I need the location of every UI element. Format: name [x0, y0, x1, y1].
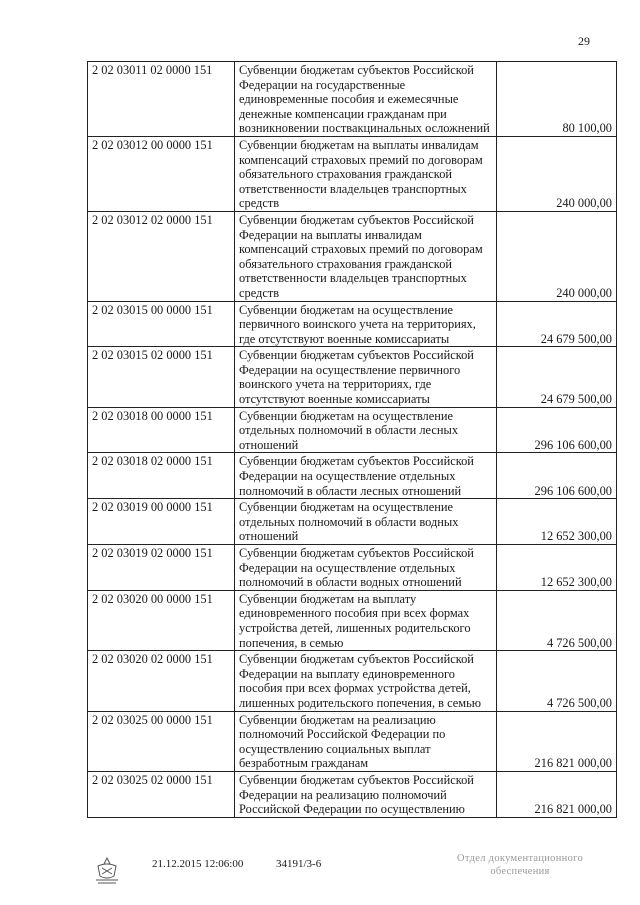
row-code: 2 02 03018 00 0000 151 — [88, 407, 235, 453]
table-row — [88, 301, 617, 347]
row-description: Субвенции бюджетам субъектов Российской Федерации на осуществление отдельных полномочий в области водных отношений — [235, 545, 497, 591]
row-amount: 24 679 500,00 — [497, 347, 617, 407]
row-amount: 80 100,00 — [497, 62, 617, 137]
table-row — [88, 499, 617, 545]
row-code: 2 02 03015 00 0000 151 — [88, 301, 235, 347]
department-stamp: Отдел документационного обеспечения — [456, 853, 584, 877]
table-row — [88, 453, 617, 499]
row-code: 2 02 03020 02 0000 151 — [88, 651, 235, 711]
row-description: Субвенции бюджетам на осуществление первичного воинского учета на территориях, где отсутствуют военные комиссариаты — [235, 301, 497, 347]
emblem-logo — [92, 856, 122, 886]
table-row — [88, 211, 617, 301]
row-code: 2 02 03012 02 0000 151 — [88, 211, 235, 301]
row-amount: 4 726 500,00 — [497, 590, 617, 650]
row-description: Субвенции бюджетам на осуществление отдельных полномочий в области лесных отношений — [235, 407, 497, 453]
budget-table — [87, 61, 617, 818]
row-code: 2 02 03025 00 0000 151 — [88, 711, 235, 771]
row-description: Субвенции бюджетам на выплату единовременного пособия при всех формах устройства детей, лишенных родительского попечения, в семью — [235, 590, 497, 650]
row-amount: 12 652 300,00 — [497, 499, 617, 545]
table-row — [88, 651, 617, 711]
table-row — [88, 545, 617, 591]
table-row — [88, 407, 617, 453]
footer-doc-number: 34191/3-6 — [276, 858, 322, 870]
row-amount: 24 679 500,00 — [497, 301, 617, 347]
page-number: 29 — [578, 34, 590, 48]
table-row — [88, 771, 617, 817]
row-amount: 296 106 600,00 — [497, 453, 617, 499]
row-description: Субвенции бюджетам субъектов Российской Федерации на реализацию полномочий Российской Федерации по осуществлению — [235, 771, 497, 817]
row-code: 2 02 03012 00 0000 151 — [88, 136, 235, 211]
table-row — [88, 62, 617, 137]
row-code: 2 02 03018 02 0000 151 — [88, 453, 235, 499]
row-code: 2 02 03025 02 0000 151 — [88, 771, 235, 817]
table-row — [88, 590, 617, 650]
row-description: Субвенции бюджетам субъектов Российской Федерации на осуществление первичного воинского учета на территориях, где отсутствуют военные комиссариаты — [235, 347, 497, 407]
row-description: Субвенции бюджетам на выплаты инвалидам компенсаций страховых премий по договорам обязательного страхования гражданской ответственности владельцев транспортных средств — [235, 136, 497, 211]
row-description: Субвенции бюджетам субъектов Российской Федерации на осуществление отдельных полномочий в области лесных отношений — [235, 453, 497, 499]
row-code: 2 02 03019 02 0000 151 — [88, 545, 235, 591]
footer-timestamp: 21.12.2015 12:06:00 — [152, 858, 244, 870]
row-amount: 240 000,00 — [497, 211, 617, 301]
table-row — [88, 347, 617, 407]
row-description: Субвенции бюджетам субъектов Российской Федерации на государственные единовременные пособия и ежемесячные денежные компенсации гражданам при возникновении поствакцинальных осложнений — [235, 62, 497, 137]
row-description: Субвенции бюджетам субъектов Российской Федерации на выплаты инвалидам компенсаций страховых премий по договорам обязательного страхования гражданской ответственности владельцев транспортных средств — [235, 211, 497, 301]
table-row — [88, 711, 617, 771]
table-row — [88, 136, 617, 211]
row-code: 2 02 03015 02 0000 151 — [88, 347, 235, 407]
row-description: Субвенции бюджетам субъектов Российской Федерации на выплату единовременного пособия при всех формах устройства детей, лишенных родительского попечения, в семью — [235, 651, 497, 711]
row-amount: 216 821 000,00 — [497, 711, 617, 771]
row-code: 2 02 03020 00 0000 151 — [88, 590, 235, 650]
row-amount: 12 652 300,00 — [497, 545, 617, 591]
budget-table-body — [88, 62, 617, 818]
row-amount: 240 000,00 — [497, 136, 617, 211]
row-amount: 216 821 000,00 — [497, 771, 617, 817]
row-description: Субвенции бюджетам на осуществление отдельных полномочий в области водных отношений — [235, 499, 497, 545]
row-code: 2 02 03011 02 0000 151 — [88, 62, 235, 137]
row-description: Субвенции бюджетам на реализацию полномочий Российской Федерации по осуществлению социальных выплат безработным гражданам — [235, 711, 497, 771]
row-code: 2 02 03019 00 0000 151 — [88, 499, 235, 545]
row-amount: 4 726 500,00 — [497, 651, 617, 711]
row-amount: 296 106 600,00 — [497, 407, 617, 453]
